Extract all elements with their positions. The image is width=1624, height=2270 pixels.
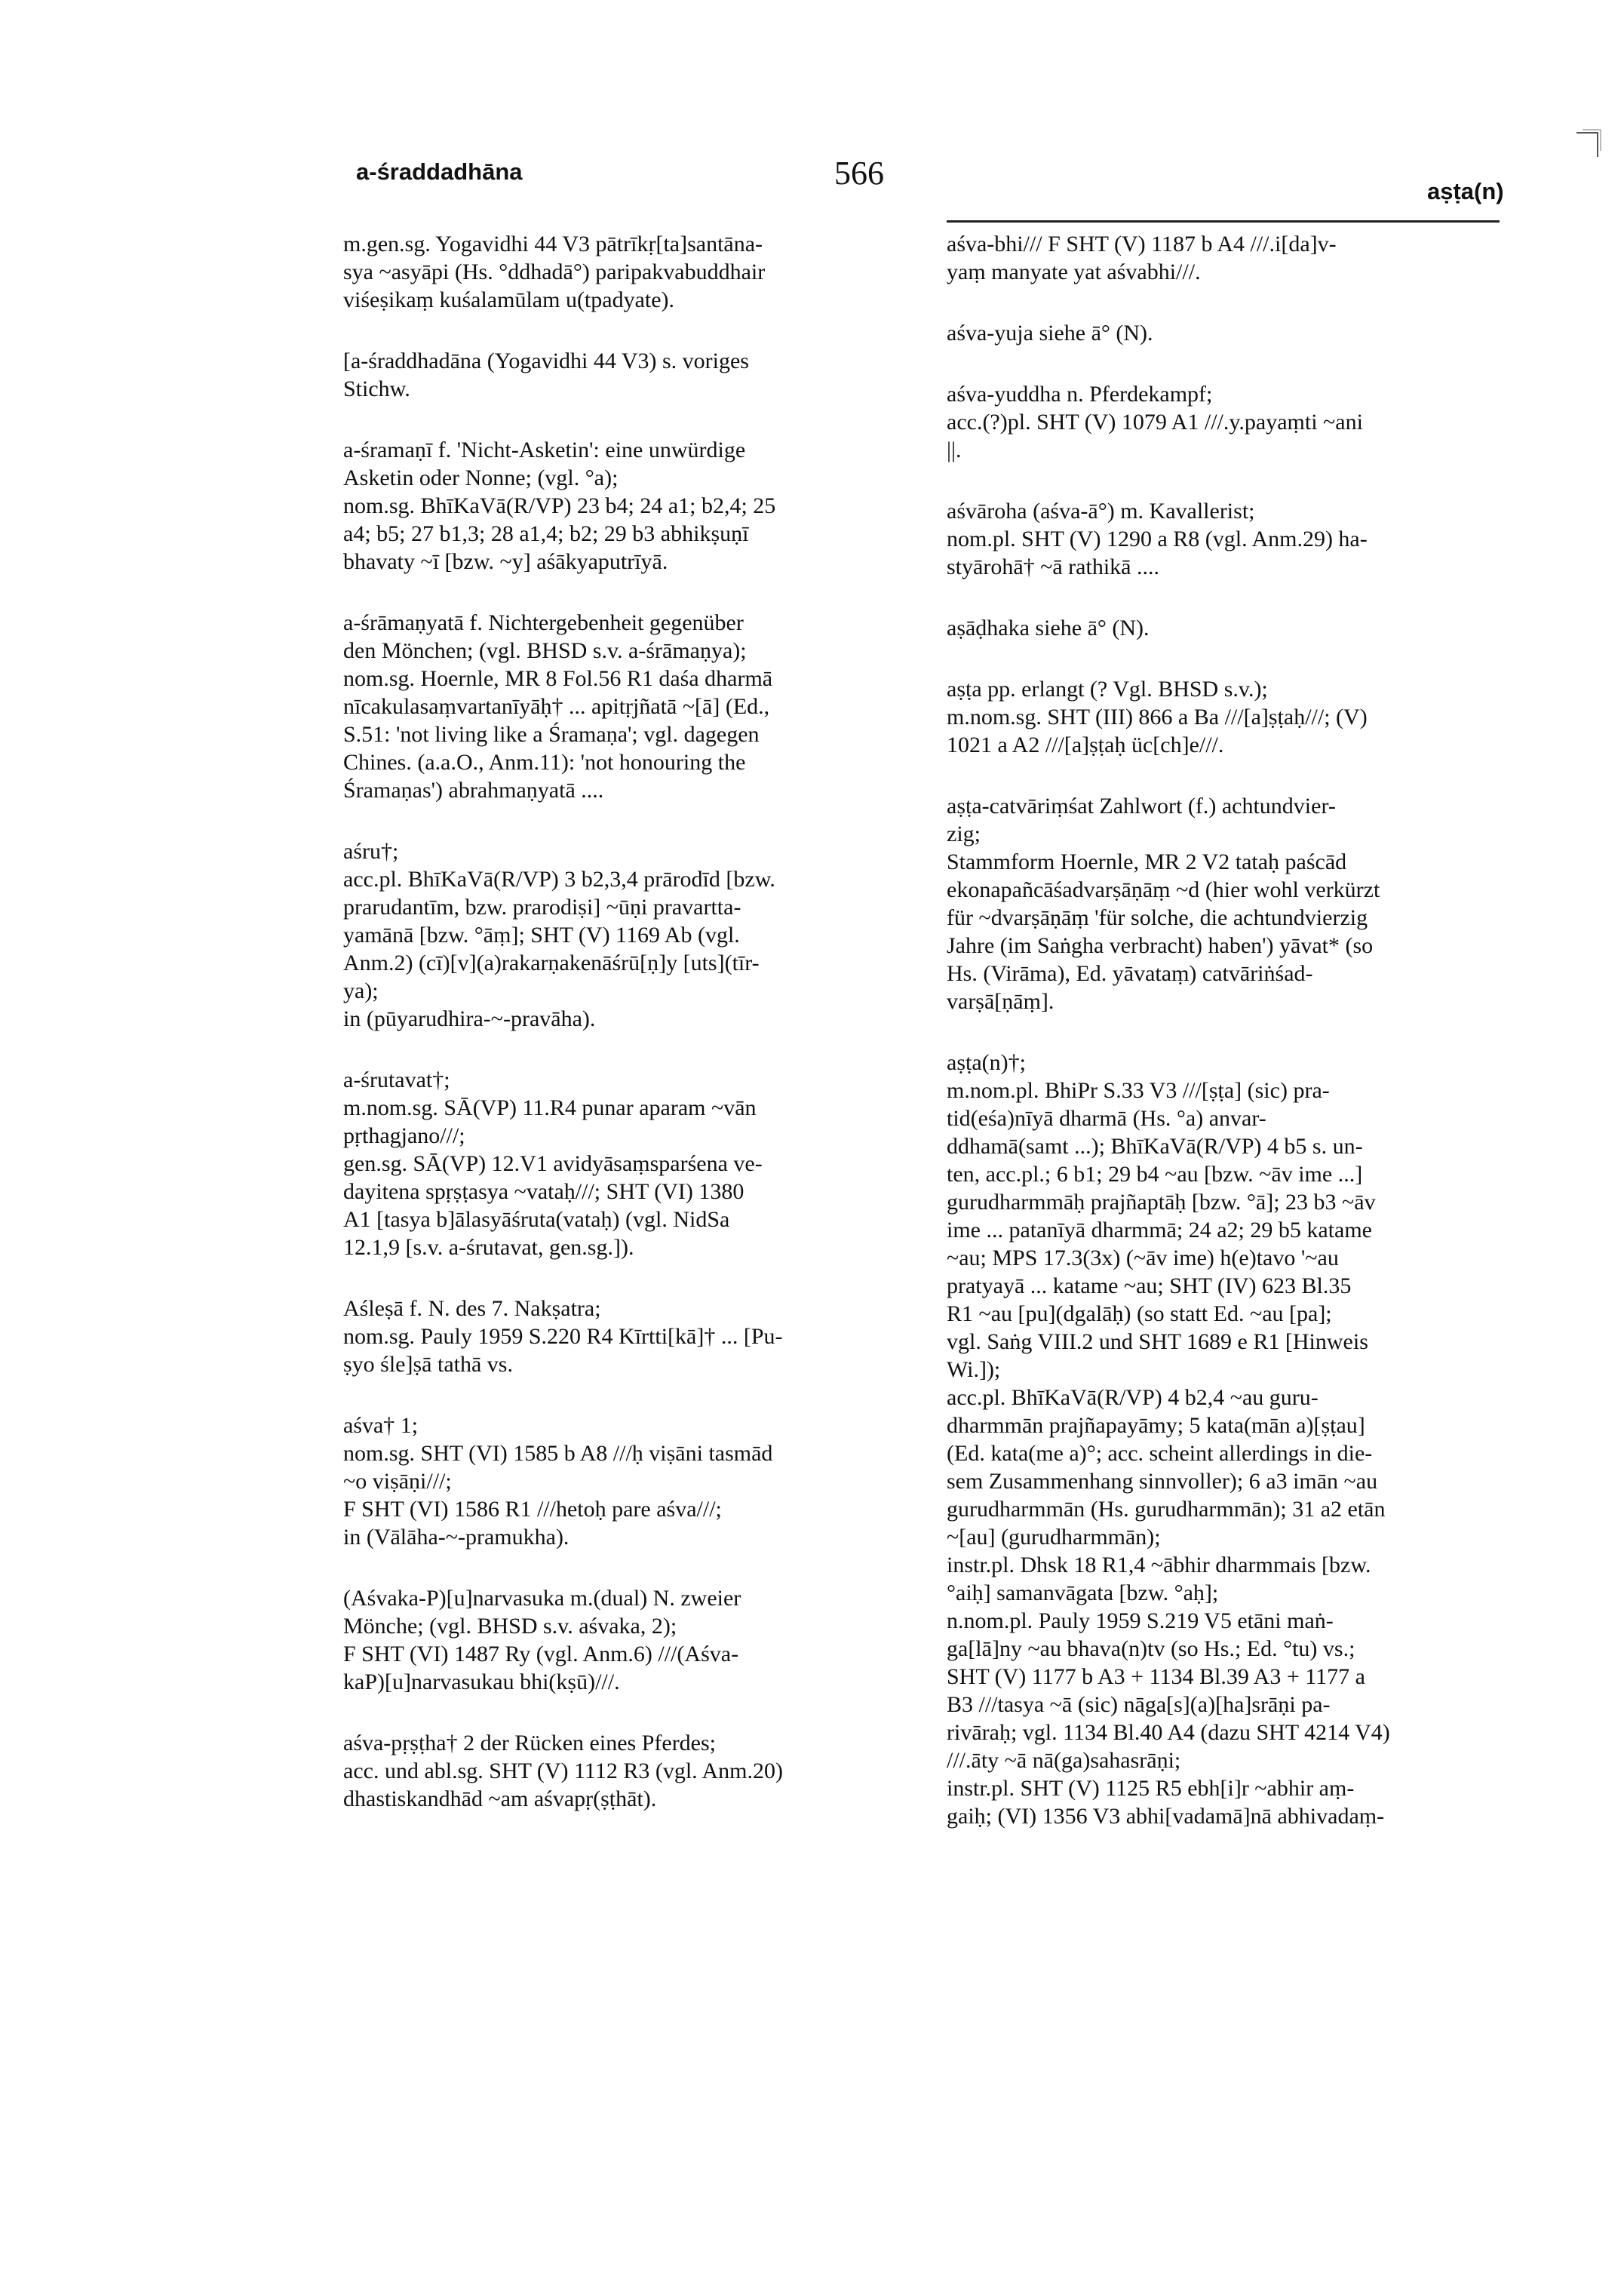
entry-line: varṣā[ṇāṃ]. bbox=[947, 989, 1055, 1014]
entry-line: ~o viṣāṇi///; bbox=[343, 1469, 452, 1494]
entry-line: den Mönchen; (vgl. BHSD s.v. a-śrāmaṇya); bbox=[343, 638, 747, 663]
entry-line: (Ed. kata(me a)°; acc. scheint allerdings in die- bbox=[947, 1441, 1373, 1466]
entry-line: B3 ///tasya ~ā (sic) nāga[s](a)[ha]srāṇi pa- bbox=[947, 1692, 1331, 1717]
entry-line: [a-śraddhadāna (Yogavidhi 44 V3) s. voriges bbox=[343, 349, 749, 373]
entry-line: A1 [tasya b]ālasyāśruta(vataḥ) (vgl. NidSa bbox=[343, 1207, 730, 1232]
entry-line: ekonapañcāśadvarṣāṇāṃ ~d (hier wohl verkürzt bbox=[947, 877, 1380, 902]
entry-line: ||. bbox=[947, 438, 962, 462]
entry-line: nom.sg. BhīKaVā(R/VP) 23 b4; 24 a1; b2,4; 25 bbox=[343, 493, 776, 518]
entry-line: nom.sg. Hoernle, MR 8 Fol.56 R1 daśa dharmā bbox=[343, 666, 773, 691]
entry-line: styārohā† ~ā rathikā .... bbox=[947, 554, 1159, 579]
entry-line: Jahre (im Saṅgha verbracht) haben') yāvat* (so bbox=[947, 933, 1374, 958]
entry-line: aśva-bhi/// F SHT (V) 1187 b A4 ///.i[da]v- bbox=[947, 232, 1337, 256]
entry-line: m.gen.sg. Yogavidhi 44 V3 pātrīkṛ[ta]santāna- bbox=[343, 232, 763, 256]
entry-line: gaiḥ; (VI) 1356 V3 abhi[vadamā]nā abhivadaṃ- bbox=[947, 1804, 1385, 1829]
entry-line: ~au; MPS 17.3(3x) (~āv ime) h(e)tavo '~au bbox=[947, 1246, 1339, 1270]
entry-line: °aiḥ] samanvāgata [bzw. °aḥ]; bbox=[947, 1580, 1219, 1605]
dictionary-entry bbox=[947, 380, 1505, 464]
entry-line: pṛthagjano///; bbox=[343, 1123, 465, 1148]
dictionary-entry bbox=[343, 1066, 916, 1261]
entry-line: a-śrāmaṇyatā f. Nichtergebenheit gegenüber bbox=[343, 610, 744, 635]
entry-line: m.nom.pl. BhiPr S.33 V3 ///[ṣṭa] (sic) pra- bbox=[947, 1078, 1330, 1103]
entry-line: in (Vālāha-~-pramukha). bbox=[343, 1525, 569, 1550]
entry-line: gurudharmmān (Hs. gurudharmmān); 31 a2 etān bbox=[947, 1497, 1386, 1522]
header-left-word: a-śraddadhāna bbox=[356, 158, 523, 185]
entry-line: F SHT (VI) 1586 R1 ///hetoḥ pare aśva///; bbox=[343, 1497, 722, 1522]
header-right-word: aṣṭa(n) bbox=[1427, 178, 1504, 204]
entry-line: Śramaṇas') abrahmaṇyatā .... bbox=[343, 778, 604, 803]
entry-line: ya); bbox=[343, 978, 379, 1003]
entry-line: gen.sg. SĀ(VP) 12.V1 avidyāsaṃsparśena ve- bbox=[343, 1151, 763, 1176]
entry-line: a-śrutavat†; bbox=[343, 1067, 450, 1092]
entry-line: yaṃ manyate yat aśvabhi///. bbox=[947, 260, 1201, 284]
entry-line: sya ~asyāpi (Hs. °ddhadā°) paripakvabuddhair bbox=[343, 260, 766, 284]
dictionary-entry bbox=[947, 230, 1505, 286]
header-rule bbox=[947, 220, 1500, 223]
entry-line: S.51: 'not living like a Śramaṇa'; vgl. dagegen bbox=[343, 722, 760, 747]
dictionary-entry bbox=[947, 675, 1505, 759]
entry-line: rivāraḥ; vgl. 1134 Bl.40 A4 (dazu SHT 4214 V4) bbox=[947, 1720, 1390, 1745]
entry-line: nīcakulasaṃvartanīyāḥ† ... apitṛjñatā ~[ā] (Ed., bbox=[343, 694, 770, 719]
entry-line: F SHT (VI) 1487 Ry (vgl. Anm.6) ///(Aśva- bbox=[343, 1642, 739, 1666]
entry-line: nom.sg. SHT (VI) 1585 b A8 ///ḥ viṣāni tasmād bbox=[343, 1441, 773, 1466]
entry-line: aśva-pṛṣṭha† 2 der Rücken eines Pferdes; bbox=[343, 1731, 717, 1755]
entry-line: aśva† 1; bbox=[343, 1413, 419, 1438]
dictionary-entry bbox=[343, 1295, 916, 1378]
entry-line: Mönche; (vgl. BHSD s.v. aśvaka, 2); bbox=[343, 1614, 677, 1639]
entry-line: (Aśvaka-P)[u]narvasuka m.(dual) N. zweier bbox=[343, 1586, 741, 1611]
entry-line: m.nom.sg. SHT (III) 866 a Ba ///[a]ṣṭaḥ///; (V) bbox=[947, 705, 1368, 730]
entry-line: Asketin oder Nonne; (vgl. °a); bbox=[343, 465, 619, 490]
entry-line: dharmmān prajñapayāmy; 5 kata(mān a)[ṣṭau] bbox=[947, 1413, 1365, 1438]
entry-line: sem Zusammenhang sinnvoller); 6 a3 imān ~au bbox=[947, 1469, 1378, 1494]
dictionary-entry bbox=[343, 230, 916, 314]
entry-line: yamānā [bzw. °āṃ]; SHT (V) 1169 Ab (vgl. bbox=[343, 923, 740, 948]
entry-line: dayitena spṛṣṭasya ~vataḥ///; SHT (VI) 1380 bbox=[343, 1179, 744, 1204]
entry-line: Hs. (Virāma), Ed. yāvataṃ) catvāriṅśad- bbox=[947, 961, 1313, 986]
entry-line: ///.āty ~ā nā(ga)sahasrāṇi; bbox=[947, 1748, 1181, 1773]
entry-line: instr.pl. Dhsk 18 R1,4 ~ābhir dharmmais [bzw. bbox=[947, 1553, 1371, 1577]
entry-line: Stammform Hoernle, MR 2 V2 tataḥ paścād bbox=[947, 849, 1347, 874]
dictionary-entry bbox=[947, 792, 1505, 1015]
dictionary-entry bbox=[343, 609, 916, 804]
entry-line: 12.1,9 [s.v. a-śrutavat, gen.sg.]). bbox=[343, 1235, 634, 1260]
dictionary-entry bbox=[343, 1729, 916, 1813]
entry-line: acc.pl. BhīKaVā(R/VP) 4 b2,4 ~au guru- bbox=[947, 1385, 1319, 1410]
entry-line: ime ... patanīyā dharmmā; 24 a2; 29 b5 katame bbox=[947, 1218, 1372, 1243]
entry-line: Stichw. bbox=[343, 376, 410, 401]
entry-line: in (pūyarudhira-~-pravāha). bbox=[343, 1006, 596, 1031]
entry-line: Aśleṣā f. N. des 7. Nakṣatra; bbox=[343, 1296, 601, 1321]
entry-line: Anm.2) (cī)[v](a)rakarṇakenāśrū[ṇ]y [uts](tīr- bbox=[343, 951, 760, 975]
entry-line: aśva-yuddha n. Pferdekampf; bbox=[947, 382, 1213, 407]
dictionary-entry bbox=[947, 614, 1505, 642]
entry-line: R1 ~au [pu](dgalāḥ) (so statt Ed. ~au [pa]; bbox=[947, 1301, 1332, 1326]
dictionary-entry bbox=[343, 347, 916, 403]
entry-line: m.nom.sg. SĀ(VP) 11.R4 punar aparam ~vān bbox=[343, 1095, 757, 1120]
dictionary-entry bbox=[343, 436, 916, 576]
dictionary-entry bbox=[947, 1049, 1505, 1830]
entry-line: Wi.]); bbox=[947, 1357, 1001, 1382]
entry-line: tid(eśa)nīyā dharmā (Hs. °a) anvar- bbox=[947, 1106, 1266, 1131]
entry-line: prarudantīm, bzw. prarodiṣi] ~ūṇi pravartta- bbox=[343, 895, 741, 920]
entry-line: aṣṭa(n)†; bbox=[947, 1050, 1026, 1075]
entry-line: ~[au] (gurudharmmān); bbox=[947, 1525, 1161, 1550]
entry-line: vgl. Saṅg VIII.2 und SHT 1689 e R1 [Hinweis bbox=[947, 1329, 1368, 1354]
entry-line: dhastiskandhād ~am aśvapṛ(ṣṭhāt). bbox=[343, 1786, 657, 1811]
entry-line: ga[lā]ny ~au bhava(n)tv (so Hs.; Ed. °tu) vs.; bbox=[947, 1636, 1355, 1661]
entry-line: n.nom.pl. Pauly 1959 S.219 V5 etāni maṅ- bbox=[947, 1608, 1334, 1633]
entry-line: aṣāḍhaka siehe ā° (N). bbox=[947, 616, 1150, 640]
entry-line: gurudharmmāḥ prajñaptāḥ [bzw. °ā]; 23 b3 ~āv bbox=[947, 1190, 1376, 1215]
entry-line: acc.(?)pl. SHT (V) 1079 A1 ///.y.payaṃti ~ani bbox=[947, 410, 1363, 435]
entry-line: für ~dvarṣāṇāṃ 'für solche, die achtundvierzig bbox=[947, 905, 1368, 930]
entry-line: SHT (V) 1177 b A3 + 1134 Bl.39 A3 + 1177 a bbox=[947, 1664, 1365, 1689]
entry-line: nom.pl. SHT (V) 1290 a R8 (vgl. Anm.29) ha- bbox=[947, 527, 1368, 551]
entry-line: bhavaty ~ī [bzw. ~y] aśākyaputrīyā. bbox=[343, 549, 668, 574]
entry-line: a-śramaṇī f. 'Nicht-Asketin': eine unwürdige bbox=[343, 438, 746, 462]
page-number: 566 bbox=[834, 155, 884, 192]
entry-line: aṣṭa-catvāriṃśat Zahlwort (f.) achtundvier- bbox=[947, 794, 1336, 819]
entry-line: ṣyo śle]ṣā tathā vs. bbox=[343, 1352, 513, 1377]
entry-line: ten, acc.pl.; 6 b1; 29 b4 ~au [bzw. ~āv ime ...] bbox=[947, 1162, 1363, 1187]
scan-corner-mark bbox=[1575, 128, 1605, 158]
entry-line: 1021 a A2 ///[a]ṣṭaḥ üc[ch]e///. bbox=[947, 733, 1224, 757]
entry-line: aśva-yuja siehe ā° (N). bbox=[947, 321, 1153, 346]
entry-line: ddhamā(samt ...); BhīKaVā(R/VP) 4 b5 s. un- bbox=[947, 1134, 1363, 1159]
entry-line: Chines. (a.a.O., Anm.11): 'not honouring the bbox=[343, 750, 746, 775]
dictionary-entry bbox=[343, 1584, 916, 1696]
entry-line: viśeṣikaṃ kuśalamūlam u(tpadyate). bbox=[343, 287, 675, 312]
entry-line: aśvāroha (aśva-ā°) m. Kavallerist; bbox=[947, 499, 1255, 524]
entry-line: kaP)[u]narvasukau bhi(kṣū)///. bbox=[343, 1669, 620, 1694]
entry-line: nom.sg. Pauly 1959 S.220 R4 Kīrtti[kā]† ... [Pu- bbox=[343, 1324, 783, 1349]
entry-line: acc.pl. BhīKaVā(R/VP) 3 b2,3,4 prārodīd [bzw. bbox=[343, 867, 775, 892]
entry-line: aśru†; bbox=[343, 839, 399, 864]
dictionary-entry bbox=[947, 319, 1505, 347]
dictionary-entry bbox=[343, 1411, 916, 1551]
dictionary-entry bbox=[947, 497, 1505, 581]
entry-line: a4; b5; 27 b1,3; 28 a1,4; b2; 29 b3 abhikṣuṇī bbox=[343, 521, 749, 546]
entry-line: acc. und abl.sg. SHT (V) 1112 R3 (vgl. Anm.20) bbox=[343, 1759, 783, 1783]
entry-line: zig; bbox=[947, 822, 981, 846]
right-column bbox=[947, 230, 1505, 1863]
entry-line: pratyayā ... katame ~au; SHT (IV) 623 Bl.35 bbox=[947, 1273, 1352, 1298]
entry-line: aṣṭa pp. erlangt (? Vgl. BHSD s.v.); bbox=[947, 677, 1268, 702]
left-column bbox=[343, 230, 916, 1846]
dictionary-entry bbox=[343, 837, 916, 1033]
entry-line: instr.pl. SHT (V) 1125 R5 ebh[i]r ~abhir aṃ- bbox=[947, 1776, 1355, 1801]
